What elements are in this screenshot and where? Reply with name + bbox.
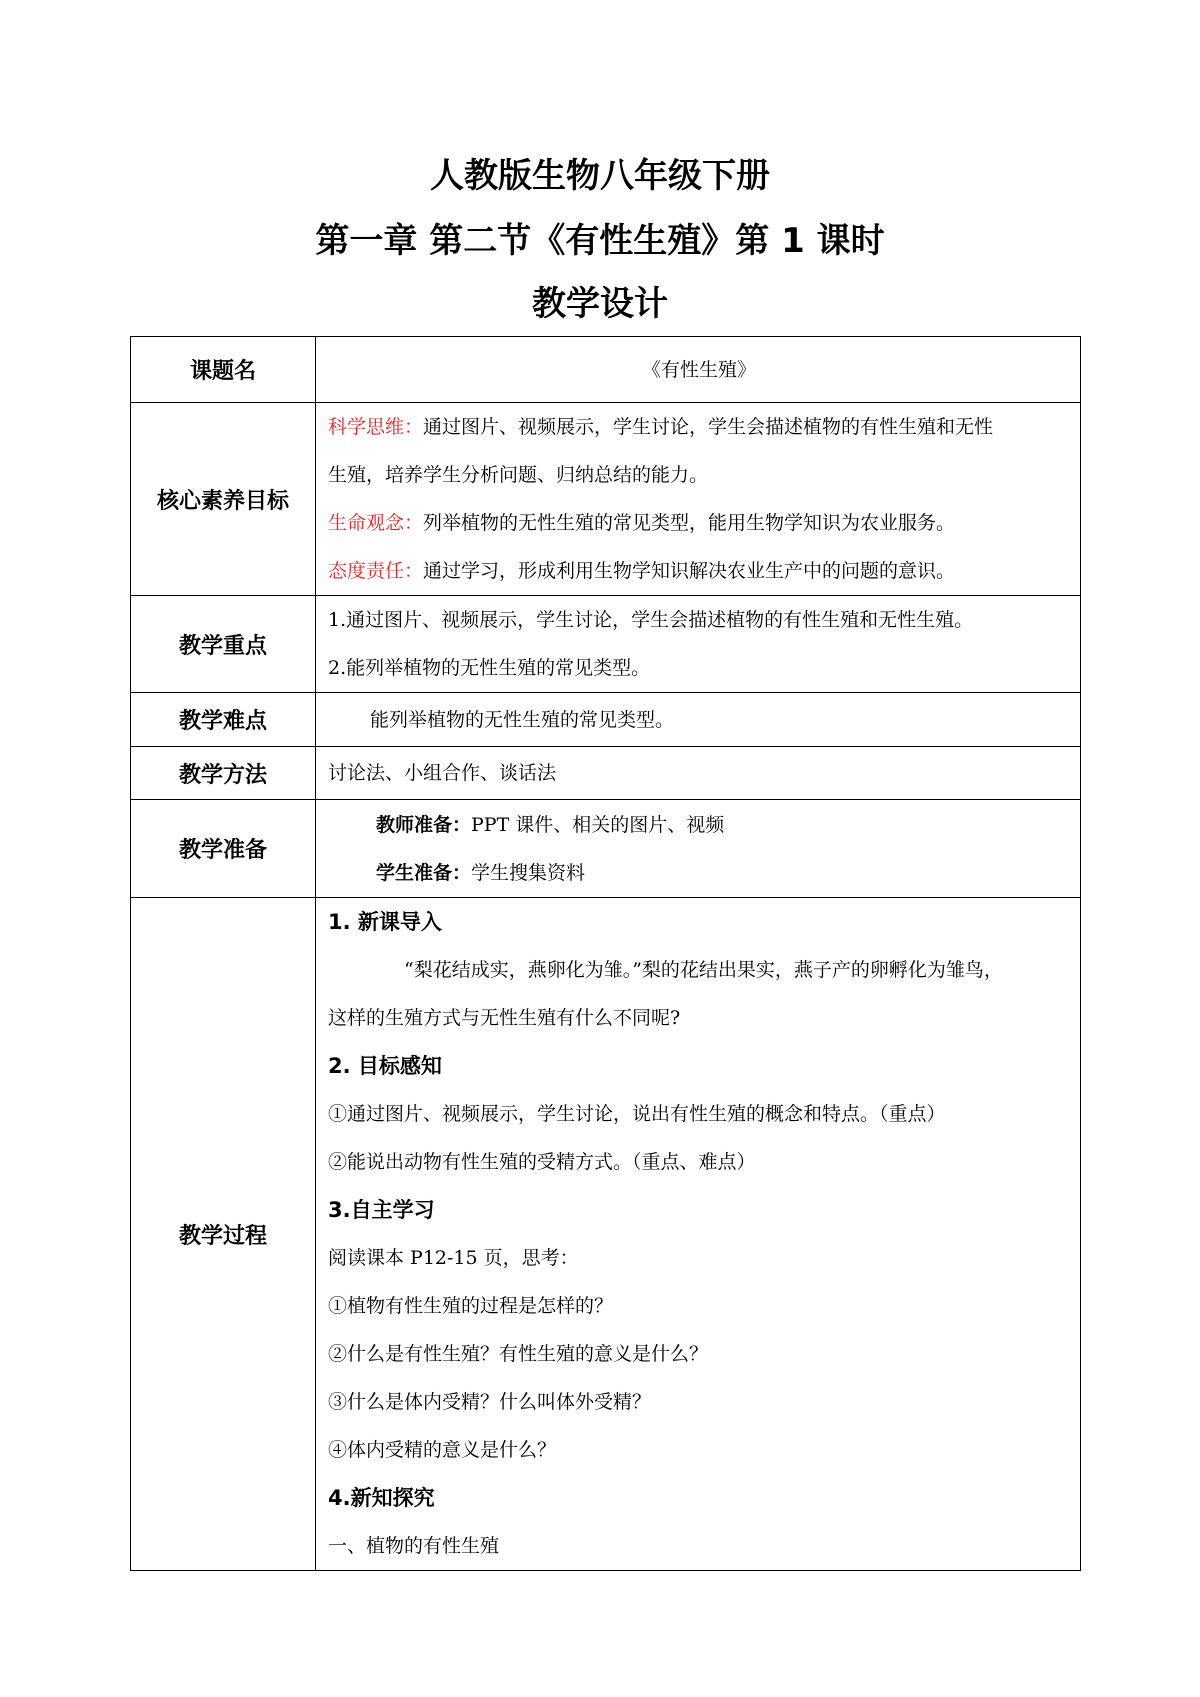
reading-instruction: 阅读课本 P12-15 页，思考： <box>328 1247 579 1269</box>
lesson-plan-table <box>130 336 1081 1571</box>
row-goals <box>131 403 1081 596</box>
subsection-plant-sexual-reproduction: 一、植物的有性生殖 <box>328 1535 500 1557</box>
label-goals: 核心素养目标 <box>131 403 316 596</box>
question-3: ③什么是体内受精？什么叫体外受精？ <box>328 1391 652 1413</box>
student-preparation <box>376 849 1070 897</box>
value-method: 讨论法、小组合作、谈话法 <box>316 747 1081 800</box>
goal-text-science: 通过图片、视频展示，学生讨论，学生会描述植物的有性生殖和无性 <box>423 416 994 438</box>
question-4: ④体内受精的意义是什么？ <box>328 1439 557 1461</box>
intro-paragraph-line2: 这样的生殖方式与无性生殖有什么不同呢? <box>328 1007 681 1029</box>
document-title-line2: 第一章 第二节《有性生殖》第 1 课时 <box>315 221 885 261</box>
value-process <box>316 898 1081 1571</box>
section-heading-goals: 2. 目标感知 <box>328 1054 442 1078</box>
goal-tag-life: 生命观念： <box>328 512 424 534</box>
goal-text-attitude: 通过学习，形成利用生物学知识解决农业生产中的问题的意识。 <box>423 560 956 582</box>
goal-item-2: ②能说出动物有性生殖的受精方式。（重点、难点） <box>328 1151 756 1173</box>
goal-item-1: ①通过图片、视频展示，学生讨论，说出有性生殖的概念和特点。（重点） <box>328 1103 946 1125</box>
value-difficulty: 能列举植物的无性生殖的常见类型。 <box>316 693 1081 747</box>
value-topic: 《有性生殖》 <box>316 337 1081 403</box>
row-topic <box>131 337 1081 403</box>
value-key-points <box>316 596 1081 693</box>
goal-life-concept <box>328 499 1070 547</box>
label-key-points: 教学重点 <box>131 596 316 693</box>
document-title-line3: 教学设计 <box>532 284 668 324</box>
value-preparation <box>316 800 1081 898</box>
teacher-preparation <box>376 801 1070 849</box>
goal-science-thinking-cont: 生殖，培养学生分析问题、归纳总结的能力。 <box>328 464 709 486</box>
question-1: ①植物有性生殖的过程是怎样的？ <box>328 1295 614 1317</box>
section-heading-intro: 1. 新课导入 <box>328 910 442 934</box>
label-process: 教学过程 <box>131 898 316 1571</box>
row-process <box>131 898 1081 1571</box>
intro-paragraph-line1: “梨花结成实，燕卵化为雏。”梨的花结出果实，燕子产的卵孵化为雏鸟， <box>404 959 1003 981</box>
key-point-1: 1.通过图片、视频展示，学生讨论，学生会描述植物的有性生殖和无性生殖。 <box>328 609 974 631</box>
key-point-2: 2.能列举植物的无性生殖的常见类型。 <box>328 657 651 679</box>
goal-science-thinking <box>328 403 1070 451</box>
label-method: 教学方法 <box>131 747 316 800</box>
row-method <box>131 747 1081 800</box>
label-difficulty: 教学难点 <box>131 693 316 747</box>
goal-text-life: 列举植物的无性生殖的常见类型，能用生物学知识为农业服务。 <box>423 512 956 534</box>
row-key-points <box>131 596 1081 693</box>
section-heading-explore: 4.新知探究 <box>328 1486 435 1510</box>
question-2: ②什么是有性生殖？有性生殖的意义是什么？ <box>328 1343 709 1365</box>
goal-tag-attitude: 态度责任： <box>328 560 424 582</box>
document-title-line1: 人教版生物八年级下册 <box>430 156 770 196</box>
student-prep-tag: 学生准备： <box>376 861 472 884</box>
goal-tag-science: 科学思维： <box>328 416 424 438</box>
label-topic: 课题名 <box>131 337 316 403</box>
teacher-prep-tag: 教师准备： <box>376 813 472 836</box>
row-difficulty <box>131 693 1081 747</box>
teacher-prep-text: PPT 课件、相关的图片、视频 <box>471 813 725 836</box>
label-preparation: 教学准备 <box>131 800 316 898</box>
value-goals <box>316 403 1081 596</box>
student-prep-text: 学生搜集资料 <box>471 861 586 884</box>
goal-attitude <box>328 547 1070 595</box>
row-preparation <box>131 800 1081 898</box>
section-heading-self-study: 3.自主学习 <box>328 1198 435 1222</box>
